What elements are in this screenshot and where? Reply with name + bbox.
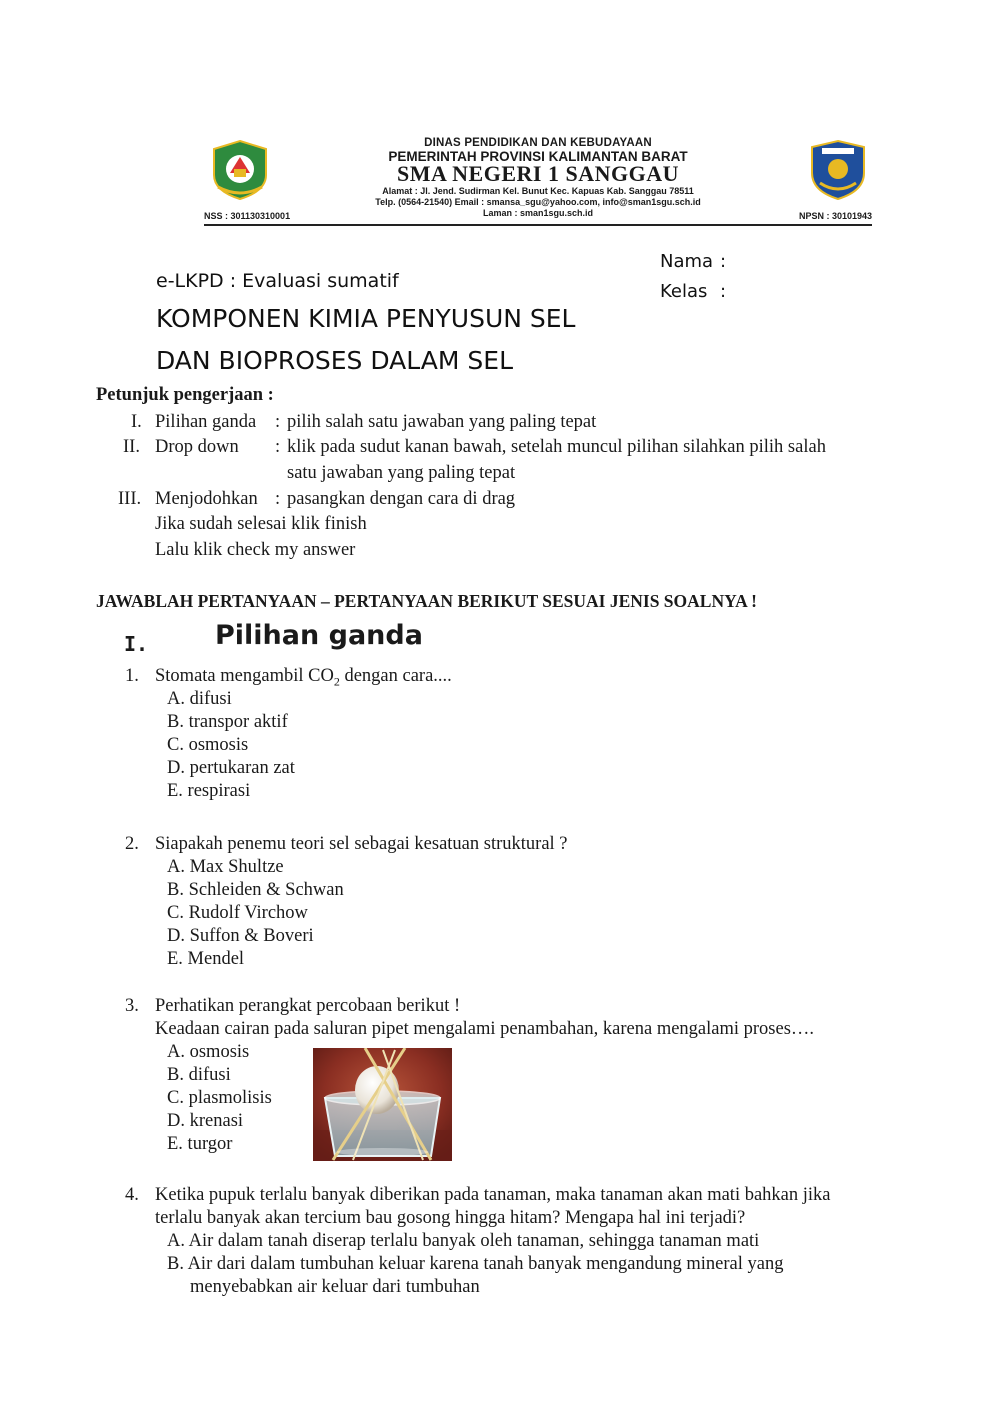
letterhead-contact: Telp. (0564-21540) Email : smansa_sgu@yahoo.com, info@sman1sgu.sch.id bbox=[375, 197, 701, 207]
question-1-number: 1. bbox=[125, 666, 139, 686]
question-3-text-cont: Keadaan cairan pada saluran pipet mengalami penambahan, karena mengalami proses…. bbox=[155, 1019, 815, 1039]
letterhead-school-name: SMA NEGERI 1 SANGGAU bbox=[397, 161, 679, 186]
question-3-option-c[interactable]: C. plasmolisis bbox=[167, 1088, 272, 1108]
instruction-3-sep: : bbox=[275, 489, 281, 509]
instructions-heading: Petunjuk pengerjaan : bbox=[96, 385, 274, 405]
page-title-line2: DAN BIOPROSES DALAM SEL bbox=[156, 346, 513, 375]
question-4-option-b-cont: menyebabkan air keluar dari tumbuhan bbox=[190, 1277, 480, 1297]
instruction-2-num: II. bbox=[123, 437, 140, 457]
instruction-3-label: Menjodohkan bbox=[155, 489, 258, 509]
question-1-option-a[interactable]: A. difusi bbox=[167, 689, 232, 709]
check-note: Lalu klik check my answer bbox=[155, 540, 356, 560]
question-4-option-a[interactable]: A. Air dalam tanah diserap terlalu banyak oleh tanaman, sehingga tanaman mati bbox=[167, 1231, 760, 1251]
nama-colon: : bbox=[720, 251, 727, 272]
finish-note: Jika sudah selesai klik finish bbox=[155, 514, 367, 534]
question-2-option-a[interactable]: A. Max Shultze bbox=[167, 857, 284, 877]
instruction-1-num: I. bbox=[131, 412, 142, 432]
section-title: Pilihan ganda bbox=[215, 620, 423, 651]
kelas-label: Kelas bbox=[660, 281, 708, 302]
instruction-2-text: klik pada sudut kanan bawah, setelah muncul pilihan silahkan pilih salah bbox=[287, 437, 826, 457]
question-1-text-after: dengan cara.... bbox=[339, 666, 452, 686]
question-1-option-e[interactable]: E. respirasi bbox=[167, 781, 251, 801]
main-command: JAWABLAH PERTANYAAN – PERTANYAAN BERIKUT SESUAI JENIS SOALNYA ! bbox=[96, 591, 758, 611]
question-1-option-c[interactable]: C. osmosis bbox=[167, 735, 249, 755]
question-3-option-b[interactable]: B. difusi bbox=[167, 1065, 231, 1085]
letterhead-address: Alamat : Jl. Jend. Sudirman Kel. Bunut Kec. Kapuas Kab. Sanggau 78511 bbox=[382, 186, 694, 196]
question-1-subscript: 2 bbox=[333, 674, 340, 689]
letterhead-divider bbox=[204, 224, 872, 226]
letterhead-org-line1: DINAS PENDIDIKAN DAN KEBUDAYAAN bbox=[424, 137, 652, 149]
experiment-photo bbox=[313, 1048, 452, 1161]
question-3-option-a[interactable]: A. osmosis bbox=[167, 1042, 250, 1062]
letterhead-website: Laman : sman1sgu.sch.id bbox=[482, 208, 594, 218]
question-2-text: Siapakah penemu teori sel sebagai kesatuan struktural ? bbox=[155, 834, 568, 854]
instruction-1-sep: : bbox=[275, 412, 281, 432]
letterhead bbox=[204, 137, 872, 227]
instruction-1-label: Pilihan ganda bbox=[155, 412, 257, 432]
question-1-text-before: Stomata mengambil CO bbox=[155, 666, 334, 686]
instruction-1-text: pilih salah satu jawaban yang paling tepat bbox=[287, 412, 597, 432]
page-title-line1: KOMPONEN KIMIA PENYUSUN SEL bbox=[156, 304, 576, 333]
question-3-number: 3. bbox=[125, 996, 139, 1016]
letterhead-npsn: NPSN : 30101943 bbox=[798, 211, 872, 221]
letterhead-org-line2: PEMERINTAH PROVINSI KALIMANTAN BARAT bbox=[388, 149, 688, 164]
question-4-option-b[interactable]: B. Air dari dalam tumbuhan keluar karena tanah banyak mengandung mineral yang bbox=[167, 1254, 784, 1274]
question-2-option-d[interactable]: D. Suffon & Boveri bbox=[167, 926, 314, 946]
subtitle: e-LKPD : Evaluasi sumatif bbox=[156, 270, 399, 292]
question-1-option-d[interactable]: D. pertukaran zat bbox=[167, 758, 295, 778]
instruction-2-text-cont: satu jawaban yang paling tepat bbox=[287, 463, 516, 483]
question-3-option-d[interactable]: D. krenasi bbox=[167, 1111, 244, 1131]
question-2-number: 2. bbox=[125, 834, 139, 854]
instruction-2-sep: : bbox=[275, 437, 281, 457]
instruction-2-label: Drop down bbox=[155, 437, 239, 457]
question-3-option-e[interactable]: E. turgor bbox=[167, 1134, 233, 1154]
question-3-text: Perhatikan perangkat percobaan berikut ! bbox=[155, 996, 461, 1016]
question-4-text: Ketika pupuk terlalu banyak diberikan pada tanaman, maka tanaman akan mati bahkan jika bbox=[155, 1185, 831, 1205]
nama-label: Nama bbox=[660, 251, 714, 272]
question-2-option-c[interactable]: C. Rudolf Virchow bbox=[167, 903, 308, 923]
instruction-3-num: III. bbox=[118, 489, 142, 509]
question-4-text-cont: terlalu banyak akan tercium bau gosong hingga hitam? Mengapa hal ini terjadi? bbox=[155, 1208, 746, 1228]
letterhead-nss: NSS : 301130310001 bbox=[204, 211, 291, 221]
question-2-option-e[interactable]: E. Mendel bbox=[167, 949, 245, 969]
question-1-option-b[interactable]: B. transpor aktif bbox=[167, 712, 288, 732]
instruction-3-text: pasangkan dengan cara di drag bbox=[287, 489, 516, 509]
section-number: I. bbox=[124, 632, 149, 656]
question-4-number: 4. bbox=[125, 1185, 139, 1205]
kelas-colon: : bbox=[720, 281, 727, 302]
question-2-option-b[interactable]: B. Schleiden & Schwan bbox=[167, 880, 344, 900]
